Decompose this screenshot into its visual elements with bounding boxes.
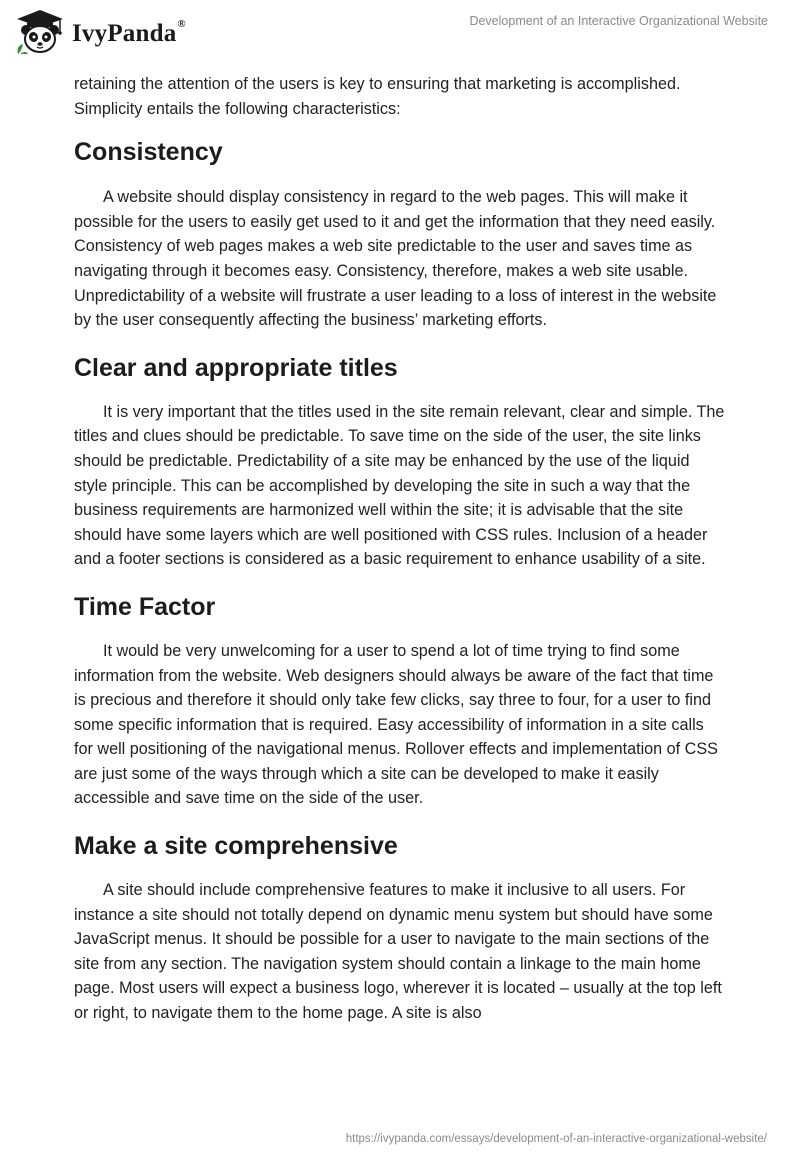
source-url-link[interactable]: https://ivypanda.com/essays/development-of-an-interactive-organizational-website/: [345, 1133, 767, 1145]
paragraph-consistency: A website should display consistency in regard to the web pages. This will make it possible for the users to easily get used to it and get the information that they need easily. Consistency of web pages makes a web site predictable to the user and saves time as navigating through it becomes easy. Consistency, therefore, makes a web site usable. Unpredictability of a website will frustrate a user leading to a loss of interest in the website by the user consequently affecting the business’ marketing efforts.: [74, 188, 717, 330]
heading-comprehensive: Make a site comprehensive: [74, 832, 398, 861]
paragraph-comprehensive: A site should include comprehensive features to make it inclusive to all users. For instance a site should not totally depend on dynamic menu system but should have some JavaScript menus. It should be possible for a user to navigate to the main sections of the site from any section. The navigation system should contain a linkage to the main home page. Most users will expect a business logo, wherever it is located – usually at the top left or right, to navigate them to the home page. A site is also: [74, 881, 722, 1023]
intro-paragraph: retaining the attention of the users is key to ensuring that marketing is accomplished. Simplicity entails the following characteristics:: [74, 75, 681, 118]
paragraph-time-factor: It would be very unwelcoming for a user to spend a lot of time trying to find some information from the website. Web designers should always be aware of the fact that time is precious and therefore it should only take few clicks, say three to four, for a user to find some specific information that is required. Easy accessibility of information in a site calls for well positioning of the navigational menus. Rollover effects and implementation of CSS are just some of the ways through which a site can be developed to make it easily accessible and save time on the side of the user.: [74, 641, 718, 808]
document-title: Development of an Interactive Organizational Website: [469, 14, 768, 28]
logo-wordmark: IvyPanda®: [72, 18, 186, 47]
ivypanda-logo[interactable]: [14, 8, 186, 56]
paragraph-clear-titles: It is very important that the titles used in the site remain relevant, clear and simple. The titles and clues should be predictable. To save time on the side of the user, the site links should be predictable. Predictability of a site may be enhanced by the use of the liquid style principle. This can be accomplished by developing the site in such a way that the business requirements are harmonized well within the site; it is advisable that the site should have some layers which are well positioned with CSS rules. Inclusion of a header and a footer sections is considered as a basic requirement to enhance usability of a site.: [74, 402, 725, 569]
heading-clear-titles: Clear and appropriate titles: [74, 353, 398, 382]
panda-graduate-icon: [14, 8, 66, 56]
article-body: [74, 72, 726, 1026]
heading-time-factor: Time Factor: [74, 592, 216, 621]
page-header: [0, 0, 800, 62]
heading-consistency: Consistency: [74, 138, 223, 167]
